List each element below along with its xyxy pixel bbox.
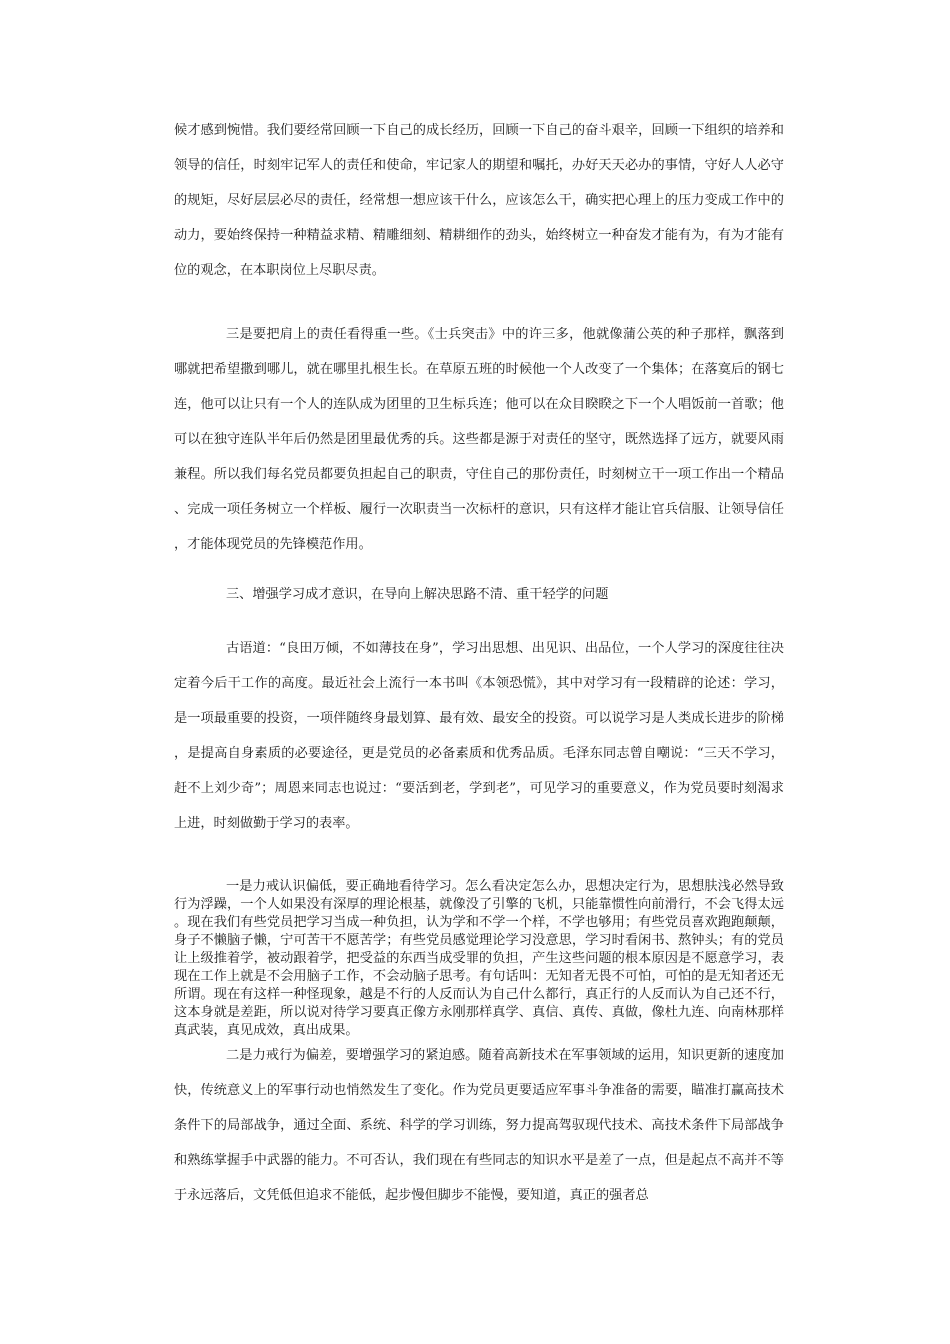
paragraph-learning-intro: 古语道：“良田万倾，不如薄技在身”，学习出思想、出见识、出品位，一个人学习的深度往往决定着今后干工作的高度。最近社会上流行一本书叫《本领恐慌》，其中对学习有一段精辟的论述：学习，是一项最重要的投资，一项伴随终身最划算、最有效、最安全的投资。可以说学习是人类成长进步的阶梯，是提高自身素质的必要途径，更是党员的必备素质和优秀品质。毛泽东同志曾自嘲说：“三天不学习，赶不上刘少奇”；周恩来同志也说过：“要活到老，学到老”，可见学习的重要意义，作为党员要时刻渴求上进，时刻做勤于学习的表率。: [174, 641, 784, 831]
paragraph-point-two: 二是力戒行为偏差，要增强学习的紧迫感。随着高新技术在军事领域的运用，知识更新的速度加快，传统意义上的军事行动也悄然发生了变化。作为党员更要适应军事斗争准备的需要，瞄准打赢高技术条件下的局部战争，通过全面、系统、科学的学习训练，努力提高驾驭现代技术、高技术条件下局部战争和熟练掌握手中武器的能力。不可否认，我们现在有些同志的知识水平是差了一点，但是起点不高并不等于永远落后，文凭低但追求不能低，起步慢但脚步不能慢，要知道，真正的强者总: [174, 1048, 784, 1203]
paragraph-continuation: 候才感到惋惜。我们要经常回顾一下自己的成长经历，回顾一下自己的奋斗艰辛，回顾一下组织的培养和领导的信任，时刻牢记军人的责任和使命，牢记家人的期望和嘱托，办好天天必办的事情，守好人人必守的规矩，尽好层层必尽的责任，经常想一想应该干什么，应该怎么干，确实把心理上的压力变成工作中的动力，要始终保持一种精益求精、精雕细刻、精耕细作的劲头，始终树立一种奋发才能有为，有为才能有位的观念，在本职岗位上尽职尽责。: [174, 123, 784, 278]
paragraph-responsibility: 三是要把肩上的责任看得重一些。《士兵突击》中的许三多，他就像蒲公英的种子那样，飘落到哪就把希望撒到哪儿，就在哪里扎根生长。在草原五班的时候他一个人改变了一个集体；在落寞后的钢七连，他可以让只有一个人的连队成为团里的卫生标兵连；他可以在众目睽睽之下一个人唱饭前一首歌；他可以在独守连队半年后仍然是团里最优秀的兵。这些都是源于对责任的坚守，既然选择了远方，就要风雨兼程。所以我们每名党员都要负担起自己的职责，守住自己的那份责任，时刻树立干一项工作出一个精品、完成一项任务树立一个样板、履行一次职责当一次标杆的意识，只有这样才能让官兵信服、让领导信任，才能体现党员的先锋模范作用。: [174, 327, 784, 552]
section-heading-learning: 三、增强学习成才意识，在导向上解决思路不清、重干轻学的问题: [226, 587, 609, 602]
paragraph-point-one: 一是力戒认识偏低，要正确地看待学习。怎么看决定怎么办，思想决定行为，思想肤浅必然导致行为浮躁，一个人如果没有深厚的理论根基，就像没了引擎的飞机，只能靠惯性向前滑行，不会飞得太远。现在我们有些党员把学习当成一种负担，认为学和不学一个样，不学也够用；有些党员喜欢跑跑颠颠，身子不懒脑子懒，宁可苦干不愿苦学；有些党员感觉理论学习没意思，学习时看闲书、熬钟头；有的党员让上级推着学，被动跟着学，把受益的东西当成受罪的负担，产生这些问题的根本原因是不愿意学习，表现在工作上就是不会用脑子工作，不会动脑子思考。有句话叫：无知者无畏不可怕，可怕的是无知者还无所谓。现在有这样一种怪现象，越是不行的人反而认为自己什么都行，真正行的人反而认为自己还不行，这本身就是差距，所以说对待学习要真正像方永刚那样真学、真信、真传、真做，像杜九连、向南林那样真武装，真见成效，真出成果。: [174, 879, 784, 1038]
